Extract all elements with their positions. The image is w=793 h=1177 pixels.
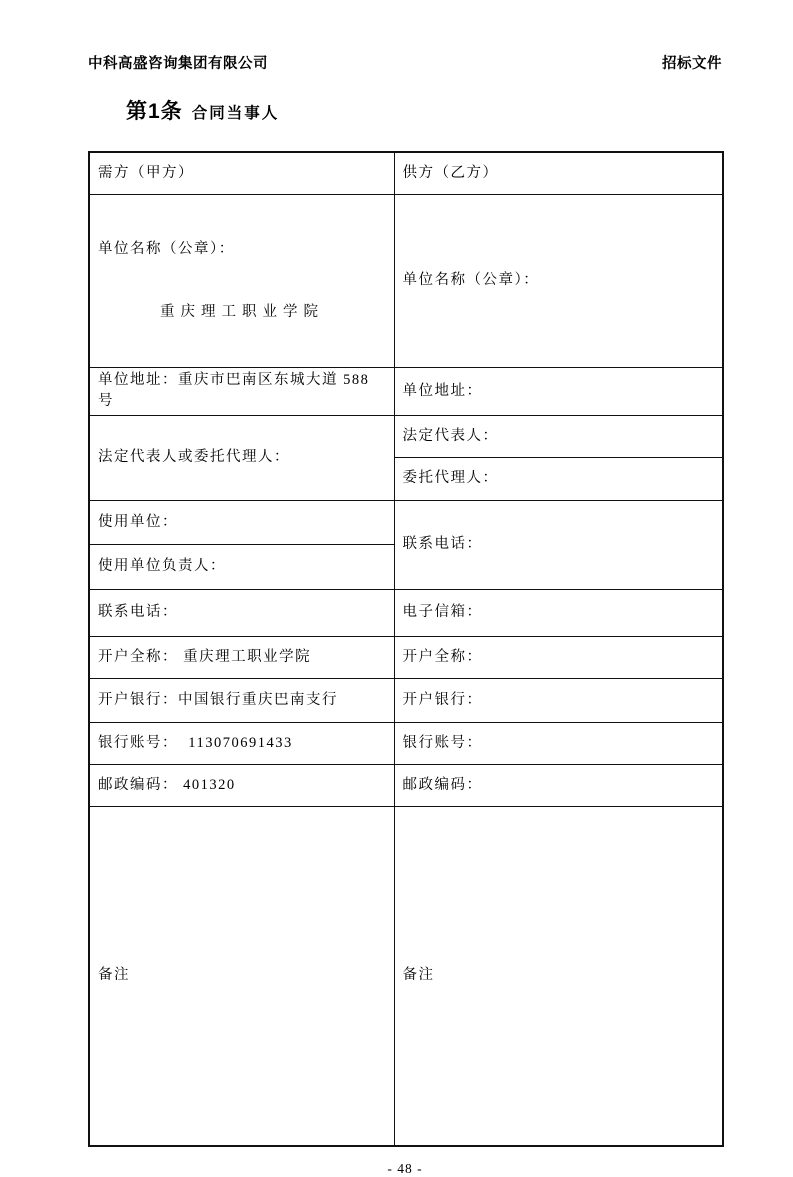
cell-party-b-bank: 开户银行：: [394, 678, 723, 722]
cell-party-b-account-number: 银行账号：: [394, 722, 723, 764]
table-row: [89, 194, 723, 367]
party-a-unit-name-label: 单位名称（公章）：: [98, 240, 235, 257]
table-row: [89, 367, 723, 415]
cell-party-a-phone: 联系电话：: [89, 589, 394, 636]
section-title: [126, 99, 722, 127]
contract-parties-table: [88, 151, 724, 1147]
section-number: 第1条: [126, 100, 183, 123]
header-document-type: 招标文件: [662, 56, 722, 72]
cell-party-a-address: 单位地址：重庆市巴南区东城大道 588 号: [89, 367, 394, 415]
table-row: [89, 806, 723, 1146]
cell-party-a-bank: 开户银行：中国银行重庆巴南支行: [89, 678, 394, 722]
cell-party-b-address: 单位地址：: [394, 367, 723, 415]
cell-party-a-using-unit: 使用单位：: [89, 500, 394, 544]
cell-party-b-remark: 备注: [394, 806, 723, 1146]
cell-party-b-agent: 委托代理人：: [394, 457, 723, 500]
table-row: [89, 589, 723, 636]
section-name: 合同当事人: [191, 105, 280, 122]
cell-party-a-account-number: 银行账号： 113070691433: [89, 722, 394, 764]
cell-party-b-header: 供方（乙方）: [394, 152, 723, 194]
party-a-unit-name-value: 重庆理工职业学院: [160, 303, 324, 320]
table-row: [89, 636, 723, 678]
cell-party-a-unit-name: [89, 194, 394, 367]
page-header: [88, 0, 722, 73]
cell-party-b-email: 电子信箱：: [394, 589, 723, 636]
cell-party-b-unit-name: 单位名称（公章）：: [394, 194, 723, 367]
table-row: [89, 722, 723, 764]
page-number: - 48 -: [387, 1161, 423, 1177]
cell-party-a-legal-rep-or-agent: 法定代表人或委托代理人：: [89, 415, 394, 500]
cell-party-a-header: 需方（甲方）: [89, 152, 394, 194]
cell-party-b-account-name: 开户全称：: [394, 636, 723, 678]
cell-party-b-phone: 联系电话：: [394, 500, 723, 589]
table-row: [89, 152, 723, 194]
table-row: [89, 500, 723, 544]
cell-party-b-postcode: 邮政编码：: [394, 764, 723, 806]
cell-party-a-postcode: 邮政编码： 401320: [89, 764, 394, 806]
table-row: [89, 415, 723, 457]
header-company-name: 中科高盛咨询集团有限公司: [88, 56, 268, 72]
cell-party-b-legal-rep: 法定代表人：: [394, 415, 723, 457]
table-row: [89, 764, 723, 806]
table-row: [89, 678, 723, 722]
cell-party-a-remark: 备注: [89, 806, 394, 1146]
page-content: [88, 0, 722, 1177]
cell-party-a-account-name: 开户全称： 重庆理工职业学院: [89, 636, 394, 678]
cell-party-a-using-unit-head: 使用单位负责人：: [89, 544, 394, 589]
